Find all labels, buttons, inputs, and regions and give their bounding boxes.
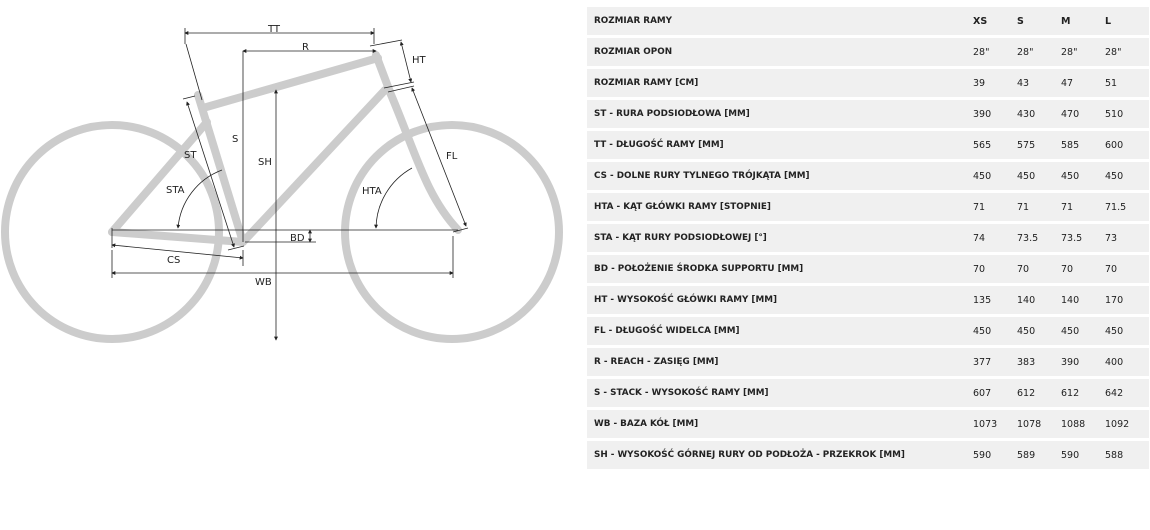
row-value: 39 — [971, 69, 1015, 97]
row-label: CS - DOLNE RURY TYLNEGO TRÓJKĄTA [MM] — [587, 162, 971, 190]
top-tube — [203, 58, 378, 108]
row-value: 612 — [1059, 379, 1103, 407]
row-value: 1092 — [1103, 410, 1149, 438]
row-label: TT - DŁUGOŚĆ RAMY [MM] — [587, 131, 971, 159]
row-value: 450 — [1103, 317, 1149, 345]
bike-geometry-diagram — [0, 0, 575, 360]
row-label: HTA - KĄT GŁÓWKI RAMY [STOPNIE] — [587, 193, 971, 221]
row-value: 588 — [1103, 441, 1149, 469]
row-label: FL - DŁUGOŚĆ WIDELCA [MM] — [587, 317, 971, 345]
header-size-m: M — [1059, 7, 1103, 35]
table-row — [587, 131, 1149, 159]
table-row — [587, 286, 1149, 314]
label-hta: HTA — [362, 186, 382, 197]
row-value: 140 — [1059, 286, 1103, 314]
header-size-s: S — [1015, 7, 1059, 35]
row-value: 74 — [971, 224, 1015, 252]
row-value: 71.5 — [1103, 193, 1149, 221]
row-label: WB - BAZA KÓŁ [MM] — [587, 410, 971, 438]
row-value: 612 — [1015, 379, 1059, 407]
row-value: 450 — [1059, 162, 1103, 190]
table-row — [587, 441, 1149, 469]
row-value: 390 — [1059, 348, 1103, 376]
table-row — [587, 100, 1149, 128]
row-value: 390 — [971, 100, 1015, 128]
row-label: R - REACH - ZASIĘG [MM] — [587, 348, 971, 376]
row-value: 135 — [971, 286, 1015, 314]
label-ht: HT — [412, 55, 426, 66]
label-sta: STA — [166, 185, 185, 196]
row-value: 450 — [1015, 162, 1059, 190]
row-value: 590 — [1059, 441, 1103, 469]
row-value: 1073 — [971, 410, 1015, 438]
row-value: 1078 — [1015, 410, 1059, 438]
row-value: 642 — [1103, 379, 1149, 407]
chain-stay — [112, 232, 243, 242]
geometry-table-body — [587, 7, 1149, 469]
label-wb: WB — [255, 277, 272, 288]
row-value: 585 — [1059, 131, 1103, 159]
label-sh: SH — [258, 157, 272, 168]
row-value: 28" — [971, 38, 1015, 66]
row-value: 73.5 — [1059, 224, 1103, 252]
table-row — [587, 379, 1149, 407]
header-size-xs: XS — [971, 7, 1015, 35]
row-value: 28" — [1015, 38, 1059, 66]
bike-frame — [112, 55, 458, 242]
row-value: 450 — [1059, 317, 1103, 345]
row-value: 450 — [1015, 317, 1059, 345]
row-label: S - STACK - WYSOKOŚĆ RAMY [MM] — [587, 379, 971, 407]
row-value: 383 — [1015, 348, 1059, 376]
bike-wheels — [5, 125, 559, 339]
row-value: 450 — [1103, 162, 1149, 190]
row-label: ROZMIAR OPON — [587, 38, 971, 66]
row-label: ROZMIAR RAMY [CM] — [587, 69, 971, 97]
table-row — [587, 410, 1149, 438]
row-value: 73 — [1103, 224, 1149, 252]
row-value: 600 — [1103, 131, 1149, 159]
table-row — [587, 193, 1149, 221]
table-row — [587, 69, 1149, 97]
row-value: 140 — [1015, 286, 1059, 314]
row-value: 400 — [1103, 348, 1149, 376]
row-label: ST - RURA PODSIODŁOWA [MM] — [587, 100, 971, 128]
label-st: ST — [184, 150, 197, 161]
row-value: 70 — [1059, 255, 1103, 283]
row-value: 70 — [971, 255, 1015, 283]
row-value: 589 — [1015, 441, 1059, 469]
table-row — [587, 255, 1149, 283]
row-value: 590 — [971, 441, 1015, 469]
table-row — [587, 317, 1149, 345]
row-value: 51 — [1103, 69, 1149, 97]
row-value: 28" — [1103, 38, 1149, 66]
row-value: 43 — [1015, 69, 1059, 97]
row-label: STA - KĄT RURY PODSIODŁOWEJ [°] — [587, 224, 971, 252]
label-s: S — [232, 134, 239, 145]
row-value: 575 — [1015, 131, 1059, 159]
row-value: 470 — [1059, 100, 1103, 128]
row-value: 71 — [1059, 193, 1103, 221]
table-row — [587, 224, 1149, 252]
table-row — [587, 348, 1149, 376]
row-value: 430 — [1015, 100, 1059, 128]
table-row — [587, 38, 1149, 66]
row-value: 70 — [1015, 255, 1059, 283]
row-label: SH - WYSOKOŚĆ GÓRNEJ RURY OD PODŁOŻA - PRZEKROK [MM] — [587, 441, 971, 469]
label-fl: FL — [446, 151, 458, 162]
row-value: 70 — [1103, 255, 1149, 283]
row-value: 450 — [971, 317, 1015, 345]
row-value: 510 — [1103, 100, 1149, 128]
header-size-l: L — [1103, 7, 1149, 35]
row-value: 377 — [971, 348, 1015, 376]
row-value: 73.5 — [1015, 224, 1059, 252]
row-value: 71 — [1015, 193, 1059, 221]
label-cs: CS — [167, 255, 181, 266]
row-value: 565 — [971, 131, 1015, 159]
row-value: 607 — [971, 379, 1015, 407]
row-value: 450 — [971, 162, 1015, 190]
row-label: HT - WYSOKOŚĆ GŁÓWKI RAMY [MM] — [587, 286, 971, 314]
label-tt: TT — [268, 24, 281, 35]
geometry-table — [587, 4, 1149, 472]
row-value: 1088 — [1059, 410, 1103, 438]
row-value: 47 — [1059, 69, 1103, 97]
row-value: 28" — [1059, 38, 1103, 66]
label-bd: BD — [290, 233, 305, 244]
row-label: BD - POŁOŻENIE ŚRODKA SUPPORTU [MM] — [587, 255, 971, 283]
dimension-lines — [112, 28, 468, 340]
header-label: ROZMIAR RAMY — [587, 7, 971, 35]
row-value: 71 — [971, 193, 1015, 221]
table-row — [587, 162, 1149, 190]
table-header-row — [587, 7, 1149, 35]
row-value: 170 — [1103, 286, 1149, 314]
label-r: R — [302, 42, 309, 53]
